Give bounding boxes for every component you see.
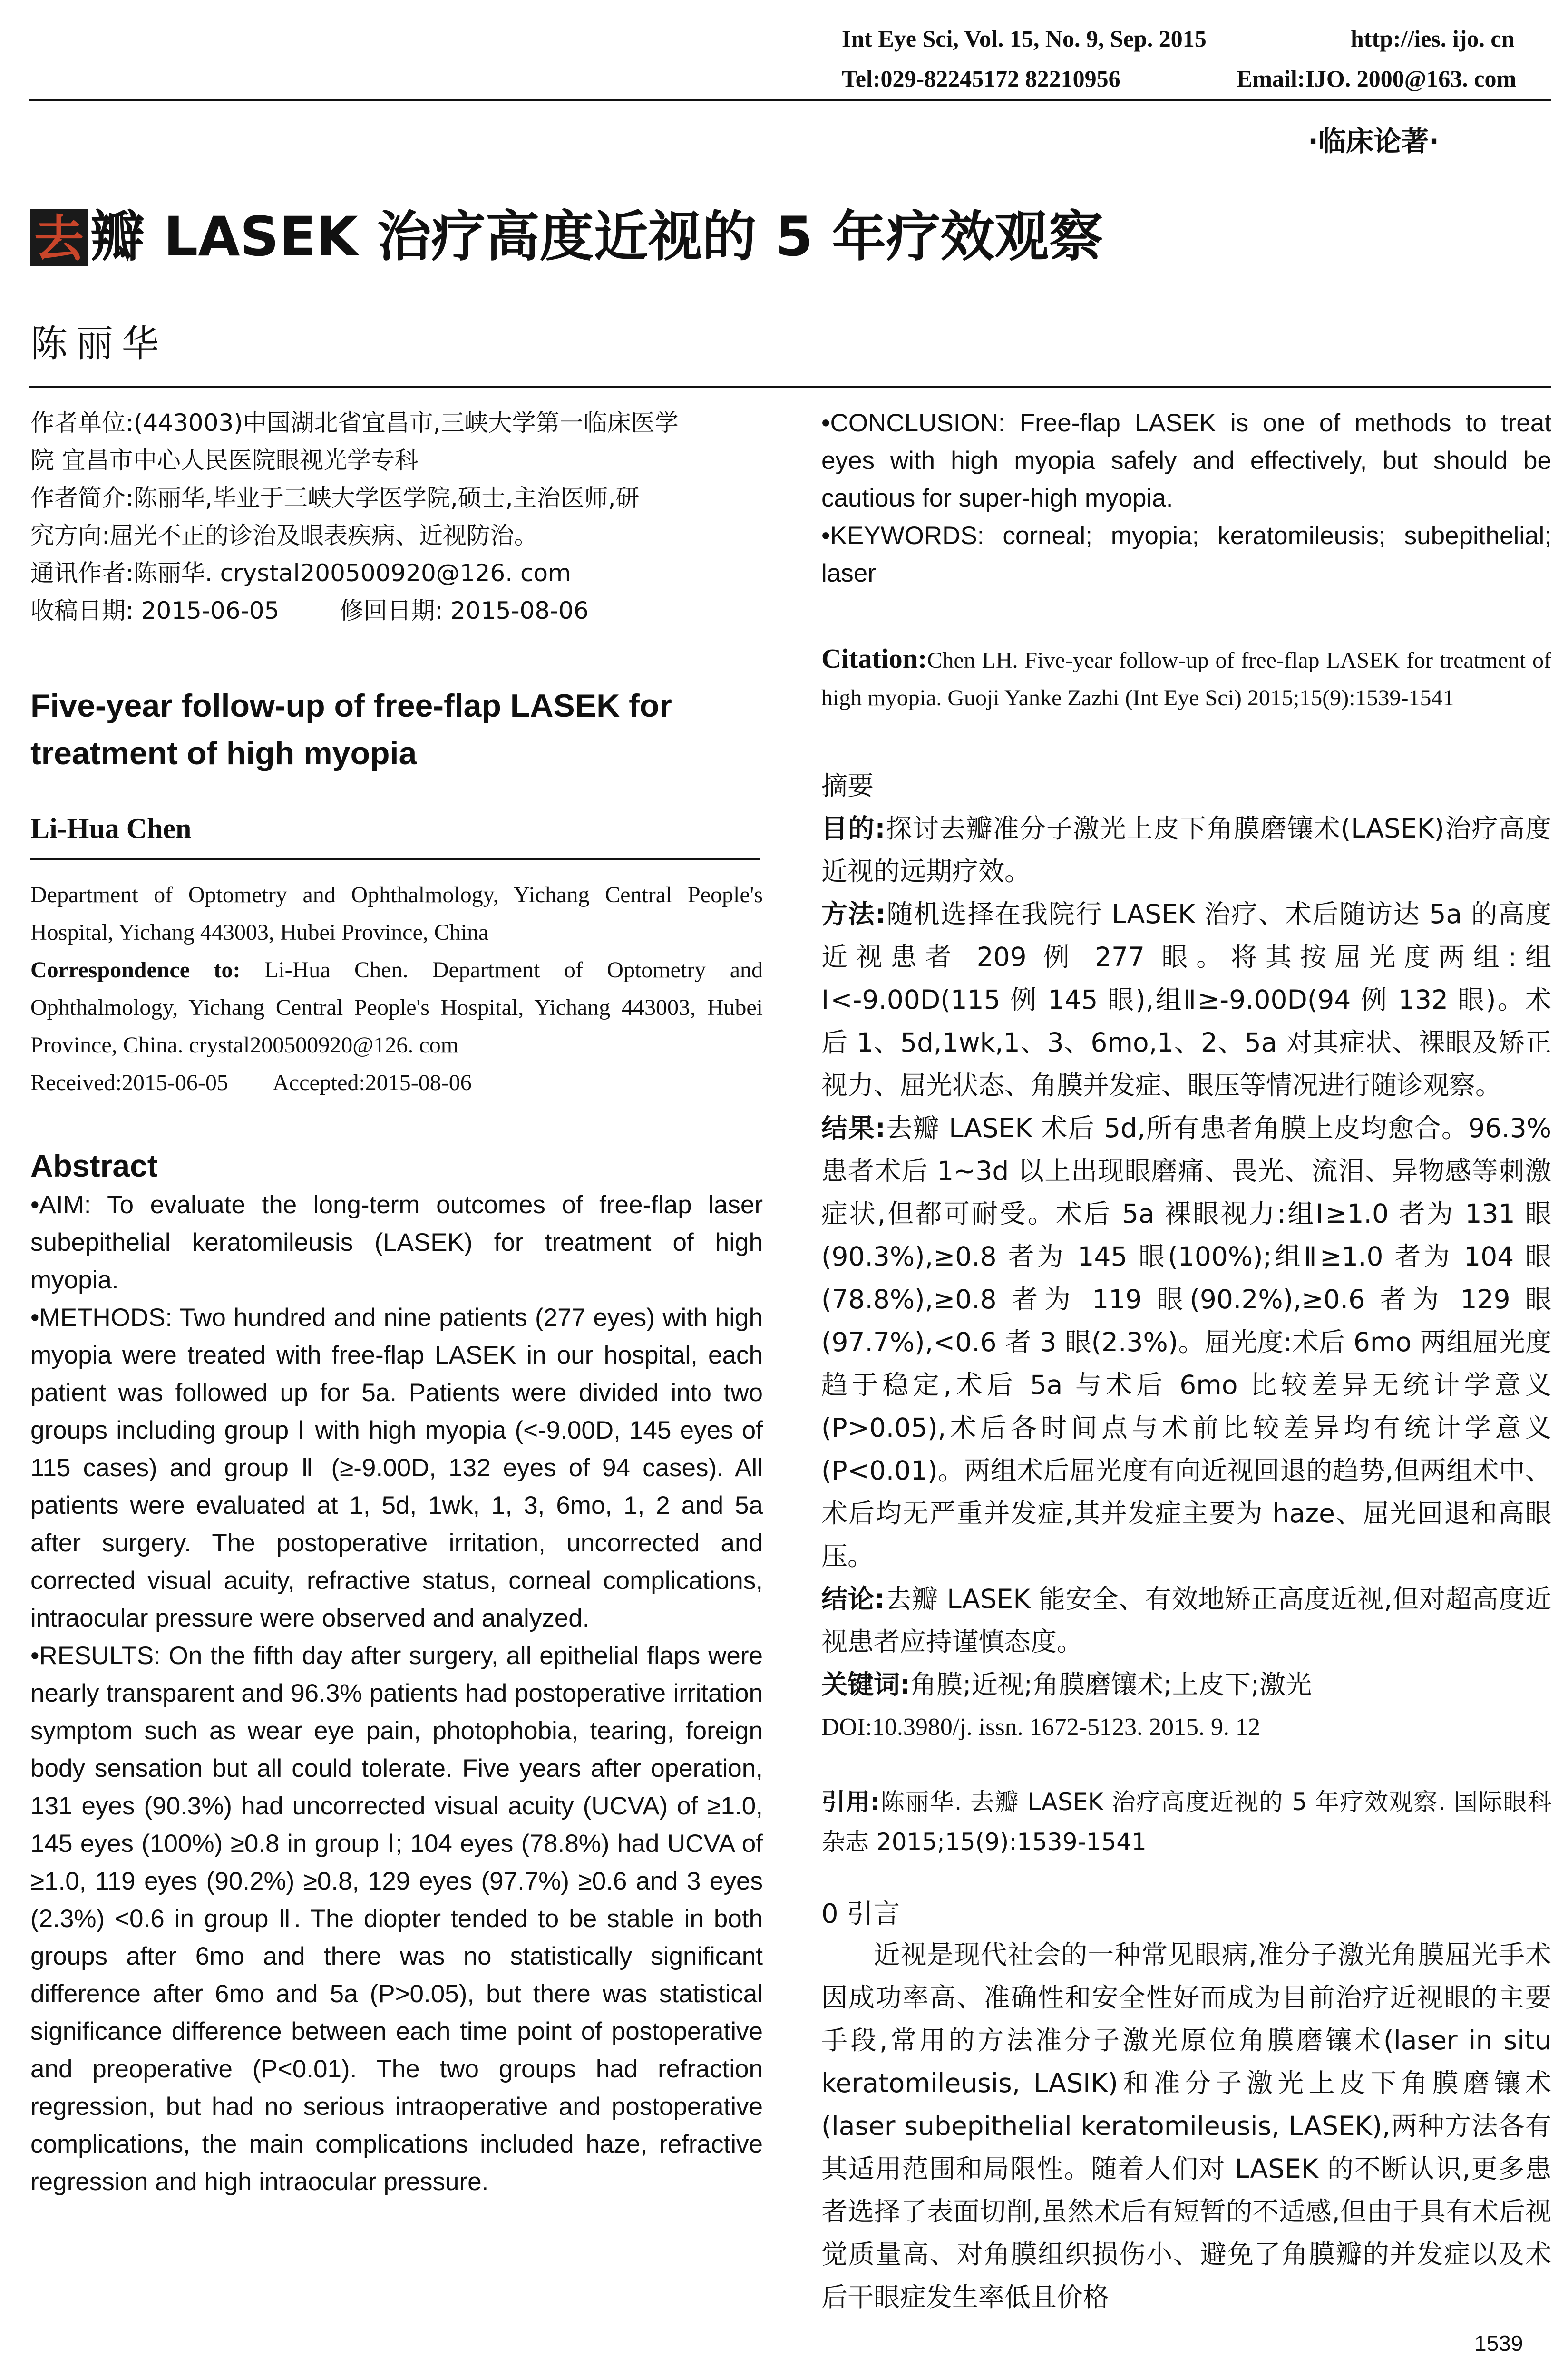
cn-aim-text: 探讨去瓣准分子激光上皮下角膜磨镶术(LASEK)治疗高度近视的远期疗效。 (821, 813, 1551, 887)
abstract-methods (30, 1299, 763, 1637)
abstract-body (30, 1186, 763, 2201)
cn-citation-text: 陈丽华. 去瓣 LASEK 治疗高度近视的 5 年疗效观察. 国际眼科杂志 2015;15(9):1539-1541 (821, 1788, 1551, 1856)
cn-aim-label: 目的: (821, 813, 886, 844)
left-column (30, 404, 763, 2201)
correspondence-label: Correspondence to: (30, 957, 241, 983)
journal-url: http://ies. ijo. cn (1351, 25, 1515, 52)
cn-results (821, 1107, 1551, 1578)
cn-conclusion-label: 结论: (821, 1584, 885, 1614)
author-info (30, 404, 763, 630)
cn-citation-label: 引用: (821, 1788, 880, 1816)
author-cn: 陈丽华 (30, 322, 168, 365)
cn-doi: DOI:10.3980/j. issn. 1672-5123. 2015. 9. 12 (821, 1714, 1260, 1741)
abstract-keywords (821, 517, 1551, 592)
correspondence-text: Li-Hua Chen. Department of Optometry and Ophthalmology, Yichang Central People's Hospital, Yichang 443003, Hubei Province, China. crystal200500920@126. com (30, 957, 763, 1058)
citation (821, 640, 1551, 717)
title-logo-char: 去 (34, 210, 84, 268)
journal-email: Email:IJO. 2000@163. com (1237, 65, 1517, 92)
abstract-continued (821, 404, 1551, 592)
cn-methods-text: 随机选择在我院行 LASEK 治疗、术后随访达 5a 的高度近视患者 209 例 277 眼。将其按屈光度两组:组Ⅰ<-9.00D(115 例 145 眼),组Ⅱ≥-9.00D(94 例 132 眼)。术后 1、5d,1wk,1、3、6mo,1、2、5a 对其症状、裸眼及矫正视力、屈光状态、角膜并发症、眼压等情况进行随诊观察。 (821, 899, 1551, 1101)
affiliation-en (30, 876, 763, 1101)
cn-conclusion (821, 1578, 1551, 1663)
cn-keywords-label: 关键词: (821, 1669, 910, 1700)
aim-text: To evaluate the long-term outcomes of free-flap laser subepithelial keratomileusis (LASEK) for treatment of high myopia. (30, 1191, 763, 1294)
english-author: Li-Hua Chen (30, 813, 192, 844)
affiliation-line: 作者单位:(443003)中国湖北省宜昌市,三峡大学第一临床医学 (30, 409, 679, 437)
intro-text: 近视是现代社会的一种常见眼病,准分子激光角膜屈光手术因成功率高、准确性和安全性好而成为目前治疗近视眼的主要手段,常用的方法准分子激光原位角膜磨镶术(laser in situ keratomileusis, LASIK)和准分子激光上皮下角膜磨镶术(laser subepithelial keratomileusis, LASEK),两种方法各有其适用范围和局限性。随着人们对 LASEK 的不断认识,更多患者选择了表面切削,虽然术后有短暂的不适感,但由于具有术后视觉质量高、对角膜组织损伤小、避免了角膜瓣的并发症以及术后干眼症发生率低且价格 (821, 1939, 1552, 2312)
conclusion-label: •CONCLUSION: (821, 409, 1005, 437)
affiliation-en-text: Department of Optometry and Ophthalmology, Yichang Central People's Hospital, Yichang 443003, Hubei Province, China (30, 882, 763, 945)
citation-text: Chen LH. Five-year follow-up of free-flap LASEK for treatment of high myopia. Guoji Yanke Zazhi (Int Eye Sci) 2015;15(9):1539-1541 (821, 648, 1551, 711)
dates: 收稿日期: 2015-06-05 修回日期: 2015-08-06 (30, 597, 589, 624)
cn-conclusion-text: 去瓣 LASEK 能安全、有效地矫正高度近视,但对超高度近视患者应持谨慎态度。 (821, 1584, 1551, 1657)
cn-aim (821, 807, 1551, 893)
journal-tel: Tel:029-82245172 82210956 (842, 65, 1120, 92)
keywords-label: •KEYWORDS: (821, 522, 984, 550)
results-label: •RESULTS: (30, 1642, 161, 1670)
abstract-conclusion (821, 404, 1551, 517)
results-text: On the fifth day after surgery, all epithelial flaps were nearly transparent and 96.3% patients had postoperative irritation symptom such as wear eye pain, photophobia, tearing, foreign body sensation but all could tolerate. Five years after operation, 131 eyes (90.3%) had uncorrected visual acuity (UCVA) of ≥1.0, 145 eyes (100%) ≥0.8 in group Ⅰ; 104 eyes (78.8%) had UCVA of ≥1.0, 119 eyes (90.2%) ≥0.8, 129 eyes (97.7%) ≥0.6 and 3 eyes (2.3%) <0.6 in group Ⅱ. The diopter tended to be stable in both groups after 6mo and there was no statistically significant difference after 6mo and 5a (P>0.05), but there was statistical significance difference between each time point of postoperative and preoperative (P<0.01). The two groups had refraction regression, but had no serious intraoperative and postoperative complications, the main complications included haze, refractive regression and high intraocular pressure. (30, 1642, 763, 2196)
cn-keywords (821, 1663, 1551, 1706)
cn-abstract (821, 764, 1551, 1749)
page-number: 1539 (1474, 2331, 1523, 2356)
citation-label: Citation: (821, 643, 927, 674)
section-label: ·临床论著· (1308, 125, 1440, 157)
cn-keywords-text: 角膜;近视;角膜磨镶术;上皮下;激光 (910, 1669, 1312, 1700)
abstract-heading: Abstract (30, 1148, 158, 1183)
header-rule (29, 99, 1551, 101)
corresponding-author: 通讯作者:陈丽华. crystal200500920@126. com (30, 559, 571, 587)
cn-methods (821, 893, 1551, 1107)
intro-heading: 0 引言 (821, 1899, 900, 1929)
aim-label: •AIM: (30, 1191, 91, 1219)
author-rule (30, 858, 760, 860)
title-rule (29, 386, 1551, 388)
bio-line: 作者简介:陈丽华,毕业于三峡大学医学院,硕士,主治医师,研 (30, 484, 640, 512)
english-title: Five-year follow-up of free-flap LASEK for treatment of high myopia (30, 688, 672, 771)
page-title: 瓣 LASEK 治疗高度近视的 5 年疗效观察 (90, 205, 1103, 268)
abstract-results (30, 1637, 763, 2201)
correspondence (30, 951, 763, 1064)
conclusion-text: Free-flap LASEK is one of methods to treat eyes with high myopia safely and effectively, but should be cautious for super-high myopia. (821, 409, 1551, 512)
right-column (821, 404, 1551, 2319)
journal-info: Int Eye Sci, Vol. 15, No. 9, Sep. 2015 (842, 25, 1207, 52)
cn-results-label: 结果: (821, 1113, 886, 1143)
received-dates: Received:2015-06-05 Accepted:2015-08-06 (30, 1070, 472, 1095)
cn-methods-label: 方法: (821, 899, 886, 929)
cn-abstract-heading: 摘要 (821, 770, 874, 801)
keywords-text: corneal; myopia; keratomileusis; subepithelial; laser (821, 522, 1551, 587)
cn-citation (821, 1782, 1551, 1862)
bio-line: 究方向:屈光不正的诊治及眼表疾病、近视防治。 (30, 522, 538, 549)
methods-label: •METHODS: (30, 1304, 173, 1332)
methods-text: Two hundred and nine patients (277 eyes) with high myopia were treated with free-flap LASEK in our hospital, each patient was followed up for 5a. Patients were divided into two groups including group Ⅰ with high myopia (<-9.00D, 145 eyes of 115 cases) and group Ⅱ (≥-9.00D, 132 eyes of 94 cases). All patients were evaluated at 1, 5d, 1wk, 1, 3, 6mo, 1, 2 and 5a after surgery. The postoperative irritation, uncorrected and corrected visual acuity, refractive status, corneal complications, intraocular pressure were observed and analyzed. (30, 1304, 763, 1632)
cn-results-text: 去瓣 LASEK 术后 5d,所有患者角膜上皮均愈合。96.3%患者术后 1~3d 以上出现眼磨痛、畏光、流泪、异物感等刺激症状,但都可耐受。术后 5a 裸眼视力:组Ⅰ≥1.0 者为 131 眼(90.3%),≥0.8 者为 145 眼(100%);组Ⅱ≥1.0 者为 104 眼(78.8%),≥0.8 者为 119 眼(90.2%),≥0.6 者为 129 眼(97.7%),<0.6 者 3 眼(2.3%)。屈光度:术后 6mo 两组屈光度趋于稳定,术后 5a 与术后 6mo 比较差异无统计学意义(P>0.05),术后各时间点与术前比较差异均有统计学意义(P<0.01)。两组术后屈光度有向近视回退的趋势,但两组术中、术后均无严重并发症,其并发症主要为 haze、屈光回退和高眼压。 (821, 1113, 1551, 1571)
abstract-aim (30, 1186, 763, 1299)
affiliation-line: 院 宜昌市中心人民医院眼视光学专科 (30, 447, 419, 474)
